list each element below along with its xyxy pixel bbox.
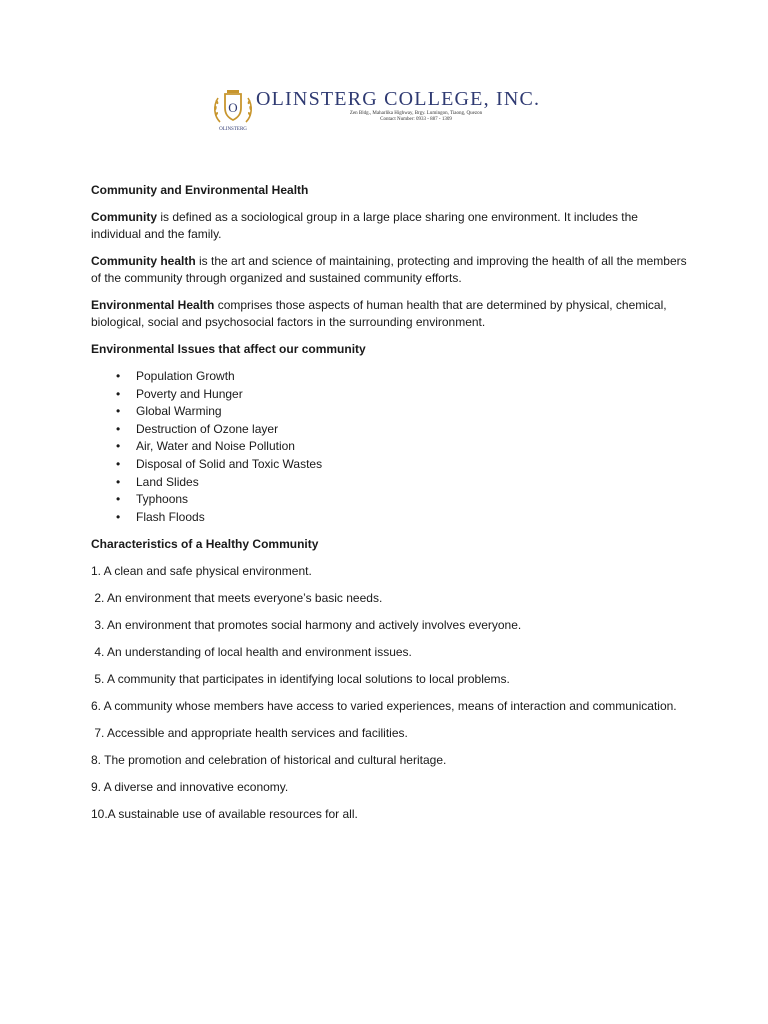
college-name: OLINSTERG COLLEGE, INC. — [256, 88, 541, 110]
list-item: • Flash Floods — [91, 509, 691, 527]
logo-caption — [213, 124, 253, 132]
characteristics-heading: Characteristics of a Healthy Community — [91, 537, 319, 552]
characteristic-item: 9. A diverse and innovative economy. — [91, 780, 289, 795]
term-community: Community — [91, 210, 157, 224]
list-item: • Disposal of Solid and Toxic Wastes — [91, 456, 691, 474]
college-address — [316, 111, 516, 123]
document-body — [91, 182, 691, 833]
term-community-health: Community health — [91, 254, 196, 268]
list-item: • Destruction of Ozone layer — [91, 421, 691, 439]
characteristic-item: 10.A sustainable use of available resources for all. — [91, 807, 358, 822]
issues-heading: Environmental Issues that affect our community — [91, 342, 366, 356]
logo-text: OLINSTERG — [219, 127, 247, 132]
community-health-definition — [91, 253, 691, 287]
characteristic-item: 7. Accessible and appropriate health services and facilities. — [91, 726, 408, 741]
list-item: • Air, Water and Noise Pollution — [91, 438, 691, 456]
community-definition — [91, 209, 691, 243]
characteristic-item: 3. An environment that promotes social harmony and actively involves everyone. — [91, 618, 522, 633]
community-definition-text: is defined as a sociological group in a large place sharing one environment. It includes the individual and the family. — [91, 210, 638, 241]
characteristic-item: 4. An understanding of local health and environment issues. — [91, 645, 412, 660]
community-health-definition-text: is the art and science of maintaining, protecting and improving the health of all the members of the community through organized and sustained community efforts. — [91, 254, 687, 285]
environmental-health-definition — [91, 297, 691, 331]
list-item: • Land Slides — [91, 474, 691, 492]
characteristic-item: 2. An environment that meets everyone’s basic needs. — [91, 591, 383, 606]
environmental-health-definition-text: comprises those aspects of human health that are determined by physical, chemical, biological, social and psychosocial factors in the surrounding environment. — [91, 298, 667, 329]
characteristic-item: 6. A community whose members have access to varied experiences, means of interaction and communication. — [91, 699, 677, 714]
characteristic-item: 1. A clean and safe physical environment. — [91, 564, 312, 579]
list-item: • Population Growth — [91, 368, 691, 386]
address-line: Zen Bldg., Maharlika Highway, Brgy. Lumingon, Tiaong, Quezon — [349, 111, 483, 116]
list-item: • Typhoons — [91, 491, 691, 509]
list-item: • Global Warming — [91, 403, 691, 421]
list-item: • Poverty and Hunger — [91, 386, 691, 404]
term-environmental-health: Environmental Health — [91, 298, 215, 312]
svg-text:O: O — [228, 100, 238, 115]
characteristic-item: 8. The promotion and celebration of historical and cultural heritage. — [91, 753, 447, 768]
characteristic-item: 5. A community that participates in identifying local solutions to local problems. — [91, 672, 510, 687]
contact-line: Contact Number: 0933 - 887 - 1309 — [380, 117, 452, 122]
document-title: Community and Environmental Health — [91, 183, 309, 197]
college-letterhead — [210, 86, 570, 132]
issues-list — [91, 368, 691, 526]
